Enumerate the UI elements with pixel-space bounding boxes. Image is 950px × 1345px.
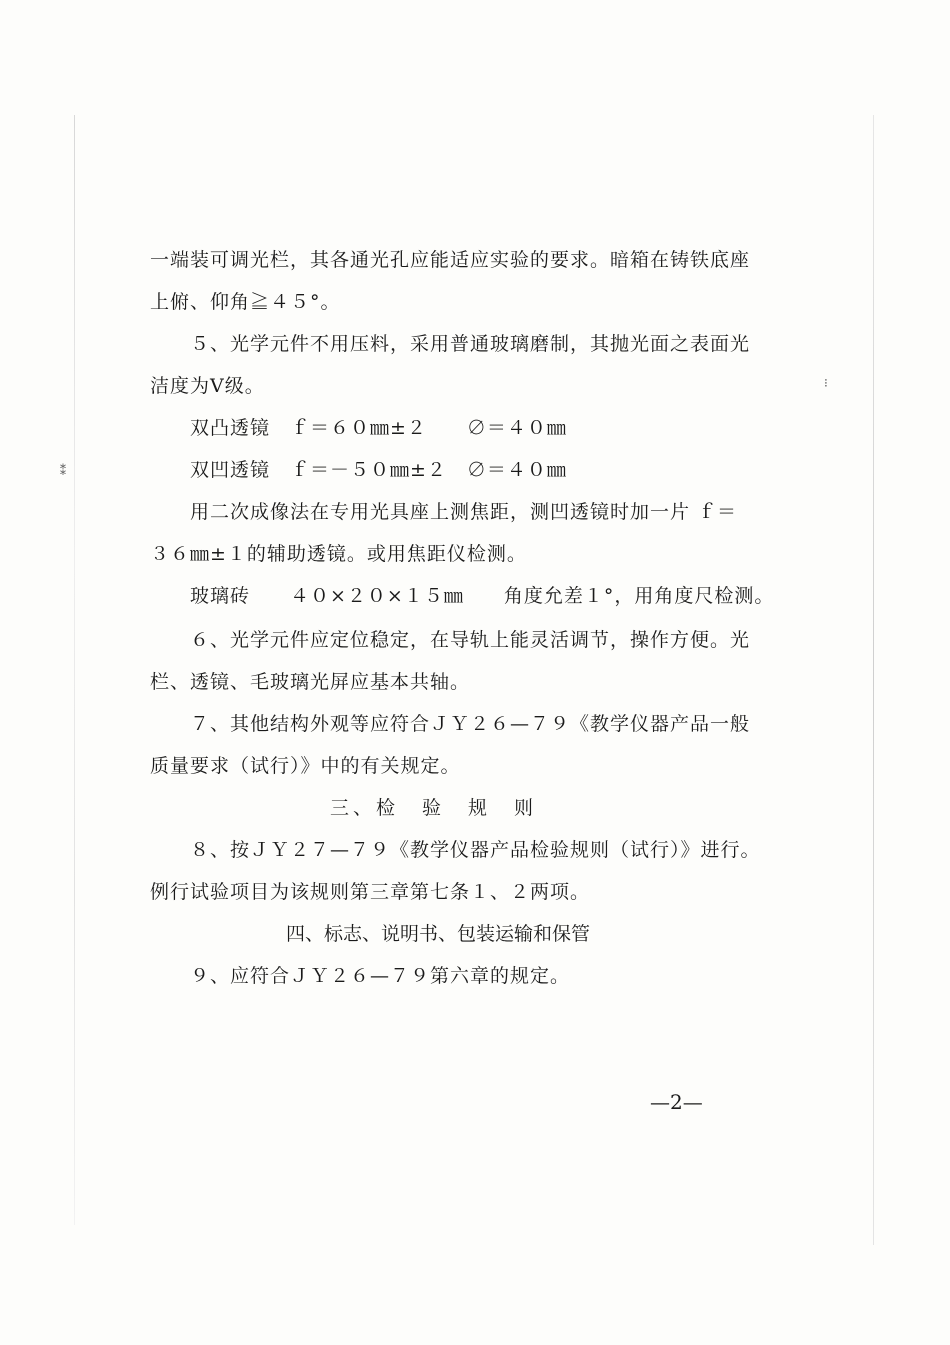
text-line-8: ３６㎜±１的辅助透镜。或用焦距仪检测。 (150, 543, 527, 565)
text-line-6: 双凹透镜 ｆ＝－５０㎜±２ ∅＝４０㎜ (190, 459, 567, 481)
section-heading-4: 四、标志、说明书、包装运输和保管 (286, 923, 591, 945)
section-heading-3: 三、检 验 规 则 (330, 797, 538, 819)
scan-speck: ⁑ (60, 464, 66, 478)
text-line-18: ９、应符合ＪＹ２６—７９第六章的规定。 (190, 965, 571, 987)
text-line-7: 用二次成像法在专用光具座上测焦距，测凹透镜时加一片 ｆ＝ (190, 501, 738, 523)
scan-speck: ⁝ (824, 376, 828, 390)
text-line-2: 上俯、仰角≧４５°。 (150, 291, 341, 313)
text-line-13: 质量要求（试行）》中的有关规定。 (150, 755, 461, 777)
scan-edge-right (873, 115, 874, 1245)
page-number: —2— (650, 1090, 703, 1114)
scan-edge-left (74, 115, 75, 1225)
text-line-15: ８、按ＪＹ２７—７９《教学仪器产品检验规则（试行）》进行。 (190, 839, 761, 861)
text-line-4: 洁度为Ⅴ级。 (150, 375, 265, 397)
text-line-11: 栏、透镜、毛玻璃光屏应基本共轴。 (150, 671, 471, 693)
text-line-10: ６、光学元件应定位稳定，在导轨上能灵活调节，操作方便。光 (190, 629, 751, 651)
text-line-12: ７、其他结构外观等应符合ＪＹ２６—７９《教学仪器产品一般 (190, 713, 751, 735)
text-line-16: 例行试验项目为该规则第三章第七条１、２两项。 (150, 881, 591, 903)
text-line-1: 一端装可调光栏，其各通光孔应能适应实验的要求。暗箱在铸铁底座 (150, 249, 751, 271)
text-line-5: 双凸透镜 ｆ＝６０㎜±２ ∅＝４０㎜ (190, 417, 567, 439)
text-line-9: 玻璃砖 ４０×２０×１５㎜ 角度允差１°，用角度尺检测。 (190, 585, 775, 607)
text-line-3: ５、光学元件不用压料，采用普通玻璃磨制，其抛光面之表面光 (190, 333, 751, 355)
